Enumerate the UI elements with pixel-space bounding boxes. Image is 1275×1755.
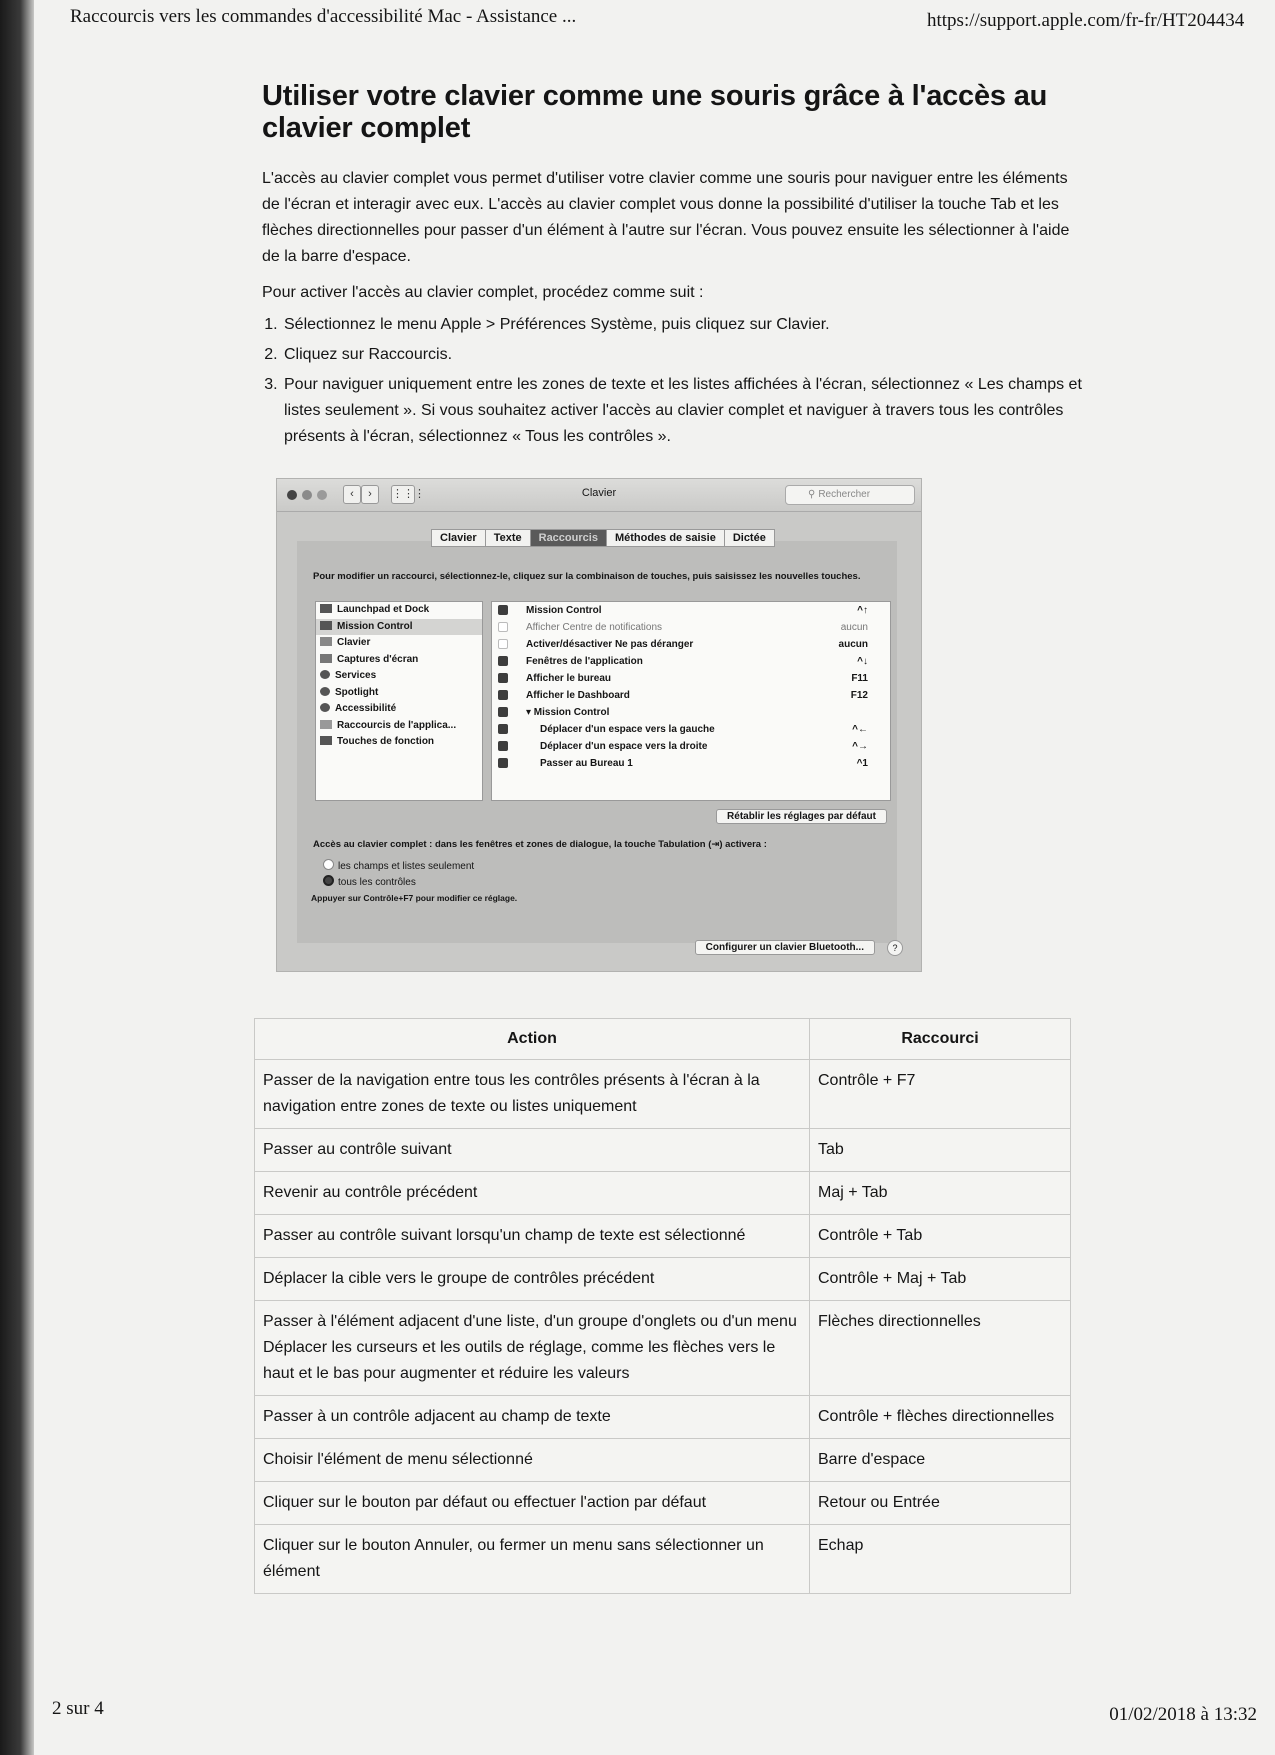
shortcut-cell: Contrôle + Maj + Tab xyxy=(810,1258,1071,1301)
shortcut-label: Activer/désactiver Ne pas déranger xyxy=(526,639,694,650)
category-item: Clavier xyxy=(316,635,482,652)
action-text: Revenir au contrôle précédent xyxy=(263,1184,478,1201)
table-row xyxy=(255,1482,1071,1525)
category-item: Touches de fonction xyxy=(316,734,482,751)
article xyxy=(262,80,1082,454)
bluetooth-keyboard-button: Configurer un clavier Bluetooth... xyxy=(695,940,875,955)
action-text: Cliquer sur le bouton Annuler, ou fermer un menu sans sélectionner un élément xyxy=(263,1537,764,1580)
checkbox-checked-icon xyxy=(498,673,508,683)
shortcut-label: Mission Control xyxy=(526,605,602,616)
screenshot-icon xyxy=(320,654,332,663)
shortcut-row xyxy=(492,721,890,738)
shortcut-key: aucun xyxy=(838,639,868,650)
action-text: Déplacer la cible vers le groupe de contrôles précédent xyxy=(263,1270,655,1287)
action-text: Passer au contrôle suivant xyxy=(263,1141,452,1158)
article-heading: Utiliser votre clavier comme une souris grâce à l'accès au clavier complet xyxy=(262,80,1048,144)
category-item: Spotlight xyxy=(316,685,482,702)
category-item: Accessibilité xyxy=(316,701,482,718)
checkbox-unchecked-icon xyxy=(498,639,508,649)
table-row xyxy=(255,1396,1071,1439)
tab-bar xyxy=(432,529,775,547)
action-cell xyxy=(255,1439,810,1482)
shortcut-key: ^← xyxy=(852,724,868,735)
print-footer-datetime: 01/02/2018 à 13:32 xyxy=(1109,1704,1257,1725)
action-cell xyxy=(255,1172,810,1215)
shortcut-label: Passer au Bureau 1 xyxy=(540,758,633,769)
shortcut-row xyxy=(492,602,890,619)
forward-arrow-icon: › xyxy=(361,485,379,504)
ctrl-f7-hint: Appuyer sur Contrôle+F7 pour modifier ce réglage. xyxy=(311,893,518,903)
print-footer-page: 2 sur 4 xyxy=(52,1698,104,1719)
checkbox-checked-icon xyxy=(498,741,508,751)
checkbox-checked-icon xyxy=(498,656,508,666)
header-action: Action xyxy=(255,1019,810,1060)
full-keyboard-access-label: Accès au clavier complet : dans les fenêtres et zones de dialogue, la touche Tabulation (⇥) activera : xyxy=(313,839,767,850)
shortcut-label: Déplacer d'un espace vers la droite xyxy=(540,741,708,752)
shortcut-row xyxy=(492,636,890,653)
action-cell xyxy=(255,1060,810,1129)
category-item: Captures d'écran xyxy=(316,652,482,669)
shortcut-cell: Tab xyxy=(810,1129,1071,1172)
tab-raccourcis: Raccourcis xyxy=(530,529,607,547)
checkbox-checked-icon xyxy=(498,707,508,717)
shortcut-instructions: Pour modifier un raccourci, sélectionnez-le, cliquez sur la combinaison de touches, puis saisissez les nouvelles touches. xyxy=(313,571,861,582)
table-row xyxy=(255,1301,1071,1396)
shortcut-cell: Flèches directionnelles xyxy=(810,1301,1071,1396)
header-shortcut: Raccourci xyxy=(810,1019,1071,1060)
step-3: 3. Pour naviguer uniquement entre les zones de texte et les listes affichées à l'écran, sélectionnez « Les champs et listes seulement ». Si vous souhaitez activer l'accès au clavier complet et naviguer à travers tous les contrôles présents à l'écran, sélectionnez « Tous les contrôles ». xyxy=(282,372,1082,450)
step-1: 1. Sélectionnez le menu Apple > Préférences Système, puis cliquez sur Clavier. xyxy=(282,312,1082,338)
shortcut-row xyxy=(492,755,890,772)
action-cell xyxy=(255,1129,810,1172)
launchpad-icon xyxy=(320,604,332,613)
category-list xyxy=(315,601,483,801)
category-item: Launchpad et Dock xyxy=(316,602,482,619)
help-icon: ? xyxy=(887,940,903,956)
action-text: Passer au contrôle suivant lorsqu'un champ de texte est sélectionné xyxy=(263,1227,746,1244)
search-field xyxy=(785,485,915,505)
checkbox-checked-icon xyxy=(498,758,508,768)
reset-defaults-button: Rétablir les réglages par défaut xyxy=(716,809,887,824)
table-row xyxy=(255,1060,1071,1129)
checkbox-unchecked-icon xyxy=(498,622,508,632)
tab-texte: Texte xyxy=(485,529,531,547)
shortcut-cell: Barre d'espace xyxy=(810,1439,1071,1482)
action-text: Passer à l'élément adjacent d'une liste, d'un groupe d'onglets ou d'un menu xyxy=(263,1313,797,1330)
search-placeholder: Rechercher xyxy=(818,489,871,500)
shortcut-row xyxy=(492,670,890,687)
shortcut-cell: Retour ou Entrée xyxy=(810,1482,1071,1525)
action-text: Passer de la navigation entre tous les contrôles présents à l'écran à la navigation entre zones de texte ou listes uniquement xyxy=(263,1072,760,1115)
action-cell xyxy=(255,1258,810,1301)
step-2: 2. Cliquez sur Raccourcis. xyxy=(282,342,1082,368)
category-item: Services xyxy=(316,668,482,685)
table-row xyxy=(255,1172,1071,1215)
table-row xyxy=(255,1129,1071,1172)
shortcut-cell: Contrôle + flèches directionnelles xyxy=(810,1396,1071,1439)
shortcut-key: ^→ xyxy=(852,741,868,752)
tab-methodes-de-saisie: Méthodes de saisie xyxy=(606,529,725,547)
shortcut-key: ^1 xyxy=(856,758,868,769)
shortcut-row xyxy=(492,704,890,721)
fn-key-icon xyxy=(320,736,332,745)
radio-all-controls: tous les contrôles xyxy=(323,875,416,888)
gear-icon xyxy=(320,670,330,679)
action-cell xyxy=(255,1525,810,1594)
shortcut-cell: Contrôle + Tab xyxy=(810,1215,1071,1258)
article-lead: Pour activer l'accès au clavier complet, procédez comme suit : xyxy=(262,284,704,301)
checkbox-checked-icon xyxy=(498,724,508,734)
action-text-secondary: Déplacer les curseurs et les outils de réglage, comme les flèches vers le haut et le bas pour augmenter et réduire les valeurs xyxy=(263,1339,776,1382)
shortcut-row xyxy=(492,619,890,636)
shortcut-cell: Echap xyxy=(810,1525,1071,1594)
keyboard-preferences-screenshot xyxy=(276,478,922,972)
shortcut-key: F12 xyxy=(850,690,868,701)
action-cell xyxy=(255,1396,810,1439)
print-header-url: https://support.apple.com/fr-fr/HT204434 xyxy=(927,10,1245,31)
table-row xyxy=(255,1439,1071,1482)
accessibility-icon xyxy=(320,703,330,712)
back-arrow-icon: ‹ xyxy=(343,485,361,504)
shortcut-row xyxy=(492,653,890,670)
table-row xyxy=(255,1258,1071,1301)
shortcut-label: Fenêtres de l'application xyxy=(526,656,643,667)
shortcut-row xyxy=(492,687,890,704)
shortcut-label: Afficher Centre de notifications xyxy=(526,622,663,633)
shortcut-key: ^↓ xyxy=(857,656,868,667)
spotlight-icon xyxy=(320,687,330,696)
radio-on-icon xyxy=(323,875,334,886)
shortcut-label: Déplacer d'un espace vers la gauche xyxy=(540,724,715,735)
shortcut-cell: Maj + Tab xyxy=(810,1172,1071,1215)
action-text: Cliquer sur le bouton par défaut ou effectuer l'action par défaut xyxy=(263,1494,707,1511)
mission-control-icon xyxy=(320,621,332,630)
action-cell xyxy=(255,1482,810,1525)
search-icon: ⚲ xyxy=(808,489,816,500)
window-title: Clavier xyxy=(581,487,617,499)
window-titlebar xyxy=(277,479,921,512)
radio-off-icon xyxy=(323,859,334,870)
action-cell xyxy=(255,1215,810,1258)
steps-list xyxy=(262,312,1082,450)
shortcut-list xyxy=(491,601,891,801)
checkbox-checked-icon xyxy=(498,690,508,700)
shortcut-label: ▾ Mission Control xyxy=(526,707,610,718)
radio-fields-only: les champs et listes seulement xyxy=(323,859,474,872)
shortcut-key: aucun xyxy=(840,622,868,633)
tab-clavier: Clavier xyxy=(431,529,486,547)
shortcut-label: Afficher le Dashboard xyxy=(526,690,630,701)
shortcut-row xyxy=(492,738,890,755)
category-item: Mission Control xyxy=(316,619,482,636)
shortcut-table xyxy=(254,1018,1071,1594)
checkbox-checked-icon xyxy=(498,605,508,615)
shortcut-cell: Contrôle + F7 xyxy=(810,1060,1071,1129)
action-cell xyxy=(255,1301,810,1396)
keyboard-icon xyxy=(320,637,332,646)
shortcut-key: ^↑ xyxy=(857,605,868,616)
category-item: Raccourcis de l'applica... xyxy=(316,718,482,735)
app-shortcuts-icon xyxy=(320,720,332,729)
shortcut-key: F11 xyxy=(851,673,868,684)
table-row xyxy=(255,1215,1071,1258)
action-text: Passer à un contrôle adjacent au champ de texte xyxy=(263,1408,611,1425)
tab-dictee: Dictée xyxy=(724,529,775,547)
scan-edge xyxy=(0,0,34,1755)
action-text: Choisir l'élément de menu sélectionné xyxy=(263,1451,533,1468)
grid-icon: ⋮⋮⋮ xyxy=(391,485,415,504)
article-intro: L'accès au clavier complet vous permet d'utiliser votre clavier comme une souris pour naviguer entre les éléments de l'écran et interagir avec eux. L'accès au clavier complet vous donne la possibilité d'utiliser la touche Tab et les flèches directionnelles pour passer d'un élément à l'autre sur l'écran. Vous pouvez ensuite les sélectionner à l'aide de la barre d'espace. xyxy=(262,170,1070,265)
table-row xyxy=(255,1525,1071,1594)
print-header-title: Raccourcis vers les commandes d'accessibilité Mac - Assistance ... xyxy=(70,6,577,27)
shortcut-label: Afficher le bureau xyxy=(526,673,612,684)
